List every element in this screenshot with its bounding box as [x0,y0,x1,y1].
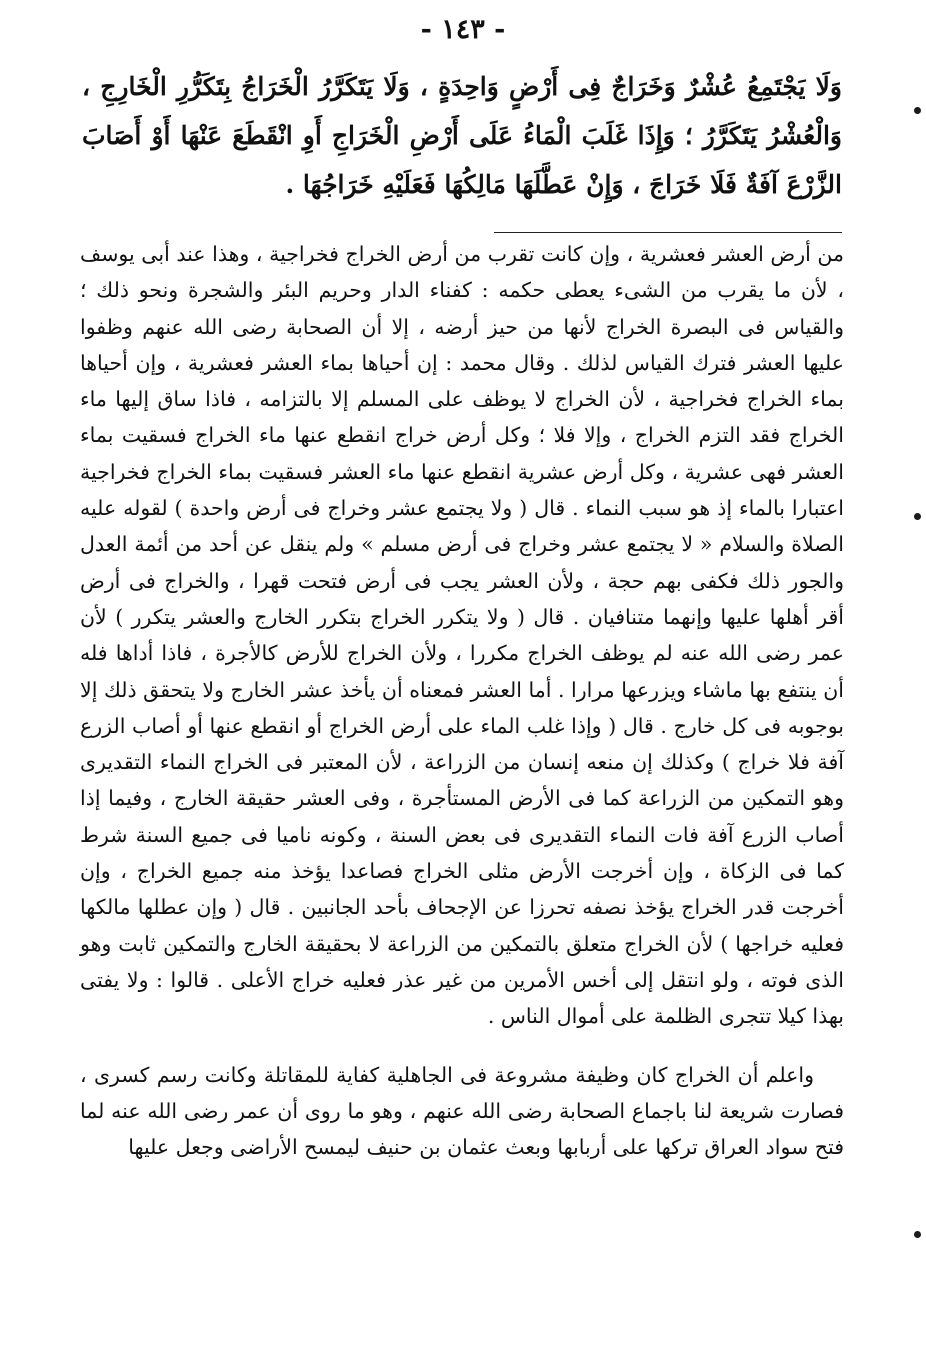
commentary [80,236,844,1165]
footnote-divider [494,232,842,233]
margin-dot [914,107,921,114]
main-text: وَلَا يَجْتَمِعُ عُشْرٌ وَخَرَاجٌ فِى أَرْضٍ وَاحِدَةٍ ، وَلَا يَتَكَرَّرُ الْخَرَاجُ بِتَكَرُّرِ الْخَارِجِ ، وَالْعُشْرُ يَتَكَرَّرُ ؛ وَإِذَا غَلَبَ الْمَاءُ عَلَى أَرْضِ الْخَرَاجِ أَوِ انْقَطَعَ عَنْهَا أَوْ أَصَابَ الزَّرْعَ آفَةٌ فَلَا خَرَاجَ ، وَإِنْ عَطَّلَهَا مَالِكُهَا فَعَلَيْهِ خَرَاجُهَا . [82,72,842,199]
margin-dot [914,1231,921,1238]
commentary-paragraph-1: من أرض العشر فعشرية ، وإن كانت تقرب من أرض الخراج فخراجية ، وهذا عند أبى يوسف ، لأن ما يقرب من الشىء يعطى حكمه : كفناء الدار وحريم البئر والشجرة ونحو ذلك ؛ والقياس فى البصرة الخراج لأنها من حيز أرضه ، إلا أن الصحابة رضى الله عنهم وظفوا عليها العشر فترك القياس لذلك . وقال محمد : إن أحياها بماء العشر فعشرية ، وإن أحياها بماء الخراج فخراجية ، لأن الخراج لا يوظف على المسلم إلا بالتزامه ، فاذا ساق إليها ماء الخراج فقد التزم الخراج ، وإلا فلا ؛ وكل أرض خراج انقطع عنها ماء الخراج فسقيت بماء العشر فهى عشرية ، وكل أرض عشرية انقطع عنها ماء العشر فسقيت بماء الخراج فخراجية اعتبارا بالماء إذ هو سبب النماء . قال ( ولا يجتمع عشر وخراج فى أرض واحدة ) لقوله عليه الصلاة والسلام « لا يجتمع عشر وخراج فى أرض مسلم » ولم ينقل عن أحد من أئمة العدل والجور ذلك فكفى بهم حجة ، ولأن العشر يجب فى أرض فتحت قهرا ، والخراج فى أرض أقر أهلها عليها وإنهما متنافيان . قال ( ولا يتكرر الخراج بتكرر الخارج والعشر يتكرر ) لأن عمر رضى الله عنه لم يوظف الخراج مكررا ، ولأن الخراج للأرض كالأجرة ، فاذا أداها فله أن ينتفع بها ماشاء ويزرعها مرارا . أما العشر فمعناه أن يأخذ عشر الخارج ولا يتحقق ذلك إلا بوجوبه فى كل خارج . قال ( وإذا غلب الماء على أرض الخراج أو انقطع عنها أو أصاب الزرع آفة فلا خراج ) وكذلك إن منعه إنسان من الزراعة ، لأن المعتبر فى الخراج النماء التقديرى وهو التمكين من الزراعة كما فى الأرض المستأجرة ، وفى العشر حقيقة الخارج ، وفيما إذا أصاب الزرع آفة فات النماء التقديرى فى بعض السنة ، وكونه ناميا فى جميع السنة شرط كما فى الزكاة ، وإن أخرجت الأرض مثلى الخراج فصاعدا يؤخذ منه جميع الخراج ، وإن أخرجت قدر الخراج يؤخذ نصفه تحرزا عن الإجحاف بأحد الجانبين . قال ( وإن عطلها مالكها فعليه خراجها ) لأن الخراج متعلق بالتمكين من الزراعة لا بحقيقة الخارج والتمكين ثابت وهو الذى فوته ، ولو انتقل إلى أخس الأمرين من غير عذر فعليه خراج الأعلى . قالوا : ولا يفتى بهذا كيلا تتجرى الظلمة على أموال الناس . [80,242,844,1029]
commentary-paragraph-2: واعلم أن الخراج كان وظيفة مشروعة فى الجاهلية كفاية للمقاتلة وكانت رسم كسرى ، فصارت شريعة لنا باجماع الصحابة رضى الله عنهم ، وهو ما روى أن عمر رضى الله عنه لما فتح سواد العراق تركها على أربابها وبعث عثمان بن حنيف ليمسح الأراضى وجعل عليها [80,1062,844,1160]
page-number: - ١٤٣ - [420,14,506,45]
margin-dot [914,513,921,520]
